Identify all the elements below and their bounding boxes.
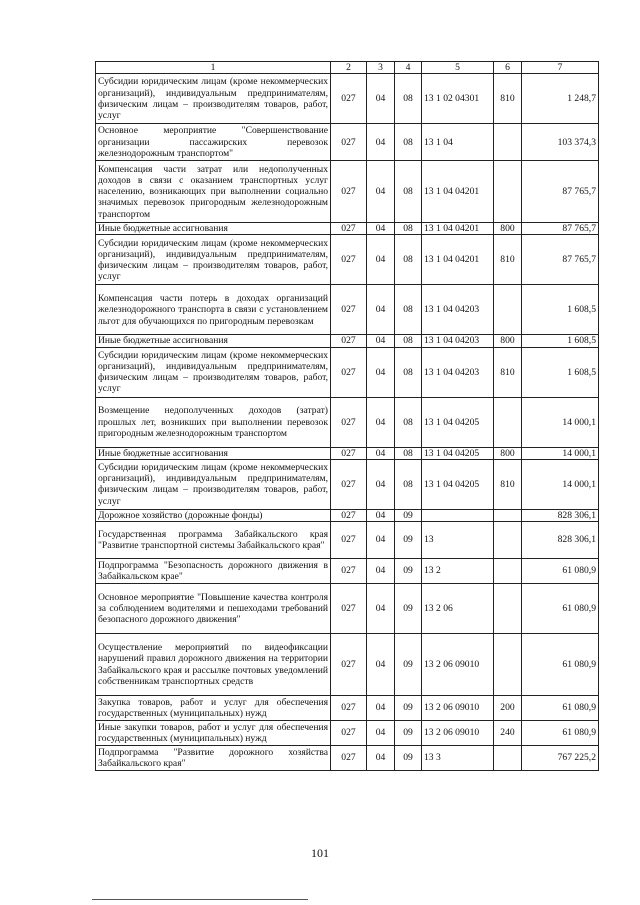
row-name: Закупка товаров, работ и услуг для обеспечения государственных (муниципальных) нужд [96,696,331,721]
row-name: Иные бюджетные ассигнования [96,335,331,347]
row-section: 04 [367,522,395,559]
row-target-article: 13 3 [422,746,494,771]
row-subsection: 09 [395,696,422,721]
row-amount: 61 080,9 [522,559,599,584]
row-section: 04 [367,559,395,584]
row-code: 027 [331,746,367,771]
row-name: Компенсация части затрат или недополученных доходов в связи с оказанием транспортных услуг населению, возникающих при выполнении социально значимых перевозок пригородным железнодорожным транспортом [96,161,331,223]
row-name: Государственная программа Забайкальского края "Развитие транспортной системы Забайкальского края" [96,522,331,559]
row-section: 04 [367,335,395,347]
row-target-article: 13 1 04 04205 [422,447,494,459]
row-subsection: 08 [395,285,422,335]
row-name: Субсидии юридическим лицам (кроме некоммерческих организаций), индивидуальным предпринимателям, физическим лицам – производителям товаров, работ, услуг [96,347,331,397]
table-row [96,696,599,721]
row-expense-type: 800 [494,223,522,235]
row-expense-type: 810 [494,74,522,124]
row-target-article: 13 1 04 04203 [422,335,494,347]
row-expense-type [494,285,522,335]
row-subsection: 09 [395,584,422,634]
row-expense-type: 800 [494,447,522,459]
row-name: Основное мероприятие "Повышение качества контроля за соблюдением водителями и пешеходами требований безопасного дорожного движения" [96,584,331,634]
row-name: Осуществление мероприятий по видеофиксации нарушений правил дорожного движения на территории Забайкальского края и рассылке почтовых уведомлений собственникам транспортных средств [96,634,331,696]
row-expense-type [494,124,522,161]
row-section: 04 [367,509,395,521]
row-code: 027 [331,397,367,447]
row-target-article: 13 1 04 04201 [422,235,494,285]
row-section: 04 [367,285,395,335]
row-target-article: 13 2 [422,559,494,584]
row-section: 04 [367,347,395,397]
row-expense-type: 810 [494,235,522,285]
row-section: 04 [367,235,395,285]
row-subsection: 08 [395,447,422,459]
row-name: Субсидии юридическим лицам (кроме некоммерческих организаций), индивидуальным предпринимателям, физическим лицам – производителям товаров, работ, услуг [96,235,331,285]
column-header: 7 [522,62,599,74]
row-target-article: 13 1 04 04201 [422,223,494,235]
row-target-article: 13 2 06 09010 [422,721,494,746]
table-row [96,584,599,634]
column-header: 5 [422,62,494,74]
row-target-article: 13 1 04 04205 [422,397,494,447]
row-section: 04 [367,584,395,634]
table-row [96,447,599,459]
table-row [96,522,599,559]
row-section: 04 [367,696,395,721]
row-amount: 61 080,9 [522,584,599,634]
table-header-row [96,62,599,74]
row-subsection: 09 [395,509,422,521]
row-amount: 1 608,5 [522,335,599,347]
row-name: Возмещение недополученных доходов (затрат) прошлых лет, возникших при выполнении перевозок пригородным железнодорожным транспортом [96,397,331,447]
row-amount: 828 306,1 [522,522,599,559]
row-target-article: 13 1 04 04203 [422,347,494,397]
budget-table [95,61,599,771]
row-name: Иные бюджетные ассигнования [96,223,331,235]
row-target-article: 13 1 04 04201 [422,161,494,223]
row-code: 027 [331,285,367,335]
row-code: 027 [331,634,367,696]
row-section: 04 [367,721,395,746]
row-subsection: 09 [395,559,422,584]
row-subsection: 08 [395,397,422,447]
row-code: 027 [331,335,367,347]
row-section: 04 [367,447,395,459]
row-section: 04 [367,124,395,161]
row-code: 027 [331,696,367,721]
table-row [96,223,599,235]
row-target-article: 13 1 04 04205 [422,459,494,509]
row-name: Компенсация части потерь в доходах организаций железнодорожного транспорта в связи с установлением льгот для обучающихся по пригородным перевозкам [96,285,331,335]
table-row [96,347,599,397]
row-name: Подпрограмма "Безопасность дорожного движения в Забайкальском крае" [96,559,331,584]
row-amount: 14 000,1 [522,459,599,509]
column-header: 6 [494,62,522,74]
row-amount: 1 608,5 [522,347,599,397]
row-amount: 87 765,7 [522,223,599,235]
row-section: 04 [367,746,395,771]
row-name: Иные бюджетные ассигнования [96,447,331,459]
row-code: 027 [331,161,367,223]
row-amount: 828 306,1 [522,509,599,521]
row-target-article: 13 [422,522,494,559]
row-amount: 103 374,3 [522,124,599,161]
row-expense-type: 810 [494,459,522,509]
row-expense-type [494,559,522,584]
row-target-article: 13 2 06 09010 [422,696,494,721]
row-target-article: 13 1 02 04301 [422,74,494,124]
row-target-article: 13 1 04 [422,124,494,161]
row-subsection: 08 [395,459,422,509]
row-subsection: 09 [395,634,422,696]
table-row [96,397,599,447]
column-header: 2 [331,62,367,74]
row-expense-type [494,509,522,521]
row-subsection: 09 [395,721,422,746]
page-number: 101 [311,846,329,860]
row-amount: 61 080,9 [522,721,599,746]
row-code: 027 [331,124,367,161]
table-row [96,161,599,223]
row-expense-type: 200 [494,696,522,721]
table-row [96,559,599,584]
row-subsection: 09 [395,522,422,559]
row-code: 027 [331,459,367,509]
table-row [96,459,599,509]
row-expense-type [494,634,522,696]
row-name: Основное мероприятие "Совершенствование организации пассажирских перевозок железнодорожным транспортом" [96,124,331,161]
row-subsection: 08 [395,124,422,161]
row-target-article: 13 2 06 [422,584,494,634]
row-name: Субсидии юридическим лицам (кроме некоммерческих организаций), индивидуальным предпринимателям, физическим лицам – производителям товаров, работ, услуг [96,74,331,124]
row-code: 027 [331,74,367,124]
row-code: 027 [331,347,367,397]
row-code: 027 [331,584,367,634]
row-amount: 87 765,7 [522,161,599,223]
column-header: 4 [395,62,422,74]
row-expense-type: 240 [494,721,522,746]
table-body [96,74,599,771]
table-row [96,509,599,521]
row-amount: 61 080,9 [522,634,599,696]
table-row [96,74,599,124]
row-name: Субсидии юридическим лицам (кроме некоммерческих организаций), индивидуальным предпринимателям, физическим лицам – производителям товаров, работ, услуг [96,459,331,509]
row-code: 027 [331,522,367,559]
table-row [96,124,599,161]
table-row [96,746,599,771]
row-target-article: 13 1 04 04203 [422,285,494,335]
row-amount: 14 000,1 [522,397,599,447]
row-expense-type [494,746,522,771]
row-expense-type: 810 [494,347,522,397]
footer-rule [92,899,308,900]
row-amount: 1 248,7 [522,74,599,124]
row-section: 04 [367,397,395,447]
row-expense-type: 800 [494,335,522,347]
row-expense-type [494,161,522,223]
row-section: 04 [367,459,395,509]
row-name: Дорожное хозяйство (дорожные фонды) [96,509,331,521]
row-section: 04 [367,634,395,696]
table-row [96,285,599,335]
row-name: Иные закупки товаров, работ и услуг для обеспечения государственных (муниципальных) нужд [96,721,331,746]
row-code: 027 [331,721,367,746]
row-amount: 1 608,5 [522,285,599,335]
row-code: 027 [331,447,367,459]
row-subsection: 09 [395,746,422,771]
row-target-article: 13 2 06 09010 [422,634,494,696]
table-row [96,335,599,347]
column-header: 3 [367,62,395,74]
table-row [96,634,599,696]
row-expense-type [494,397,522,447]
table-row [96,235,599,285]
row-code: 027 [331,509,367,521]
row-code: 027 [331,223,367,235]
table-row [96,721,599,746]
row-subsection: 08 [395,335,422,347]
row-amount: 767 225,2 [522,746,599,771]
row-section: 04 [367,74,395,124]
row-subsection: 08 [395,161,422,223]
row-section: 04 [367,161,395,223]
row-code: 027 [331,235,367,285]
row-expense-type [494,584,522,634]
row-target-article [422,509,494,521]
row-amount: 61 080,9 [522,696,599,721]
row-amount: 87 765,7 [522,235,599,285]
row-subsection: 08 [395,74,422,124]
row-expense-type [494,522,522,559]
column-header: 1 [96,62,331,74]
row-amount: 14 000,1 [522,447,599,459]
row-section: 04 [367,223,395,235]
row-subsection: 08 [395,235,422,285]
row-name: Подпрограмма "Развитие дорожного хозяйства Забайкальского края" [96,746,331,771]
row-code: 027 [331,559,367,584]
row-subsection: 08 [395,347,422,397]
row-subsection: 08 [395,223,422,235]
